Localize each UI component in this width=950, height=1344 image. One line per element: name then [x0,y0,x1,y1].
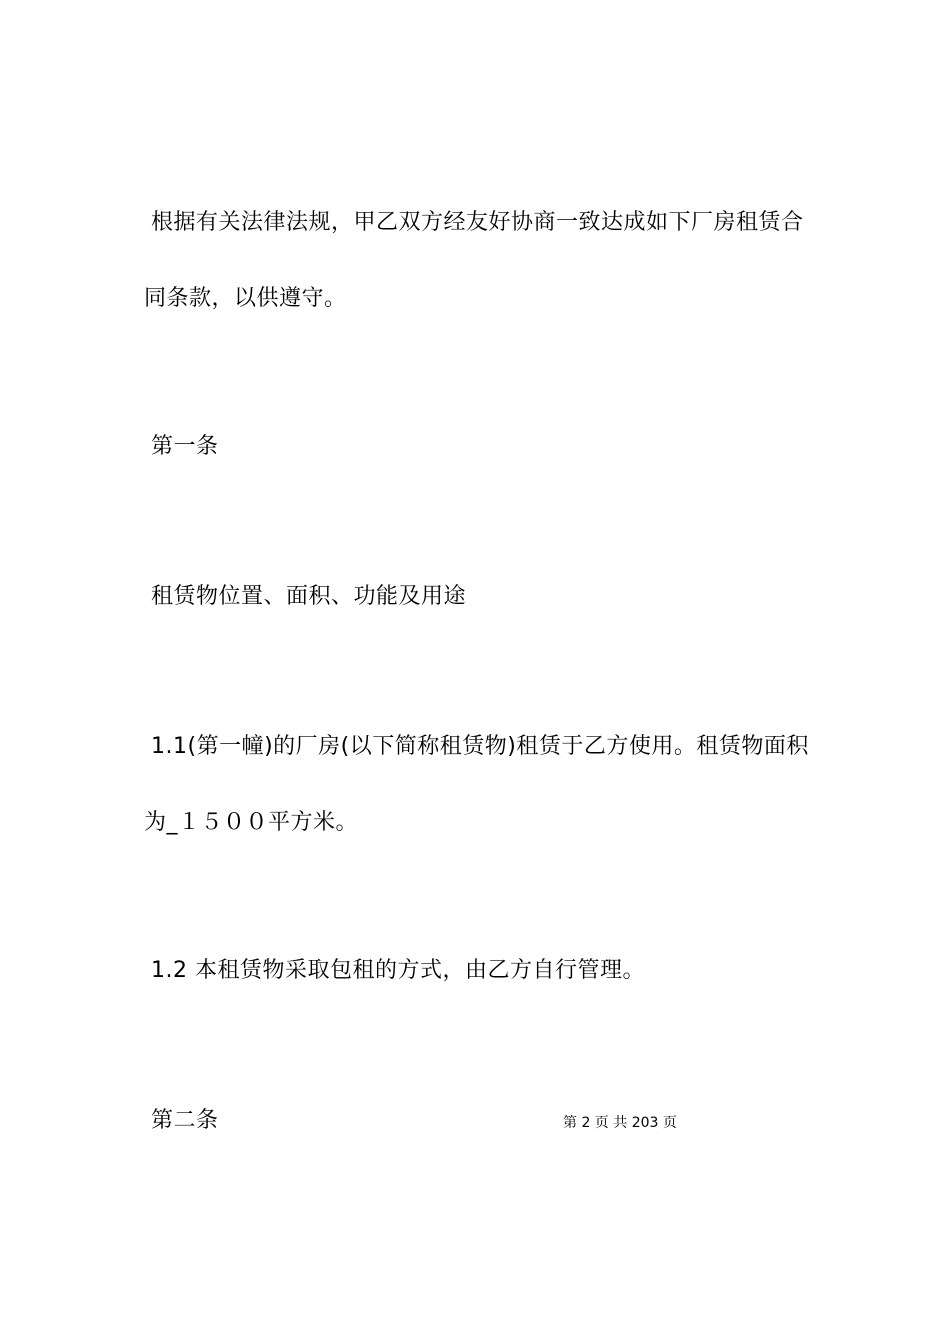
page-number-footer: 第 2 页 共 203 页 [563,1115,677,1131]
paragraph-intro-line-2: 同条款，以供遵守。 [144,286,347,311]
clause-1-1-line-1: 1.1(第一幢)的厂房(以下简称租赁物)租赁于乙方使用。租赁物面积 [151,734,809,759]
article-1-title: 租赁物位置、面积、功能及用途 [151,584,467,609]
paragraph-intro-line-1: 根据有关法律法规，甲乙双方经友好协商一致达成如下厂房租赁合 [151,210,804,235]
clause-1-1-line-2: 为_１５００平方米。 [144,810,359,835]
clause-1-2: 1.2 本租赁物采取包租的方式，由乙方自行管理。 [151,958,645,983]
article-2-heading: 第二条 [151,1108,219,1133]
article-1-heading: 第一条 [151,434,219,459]
